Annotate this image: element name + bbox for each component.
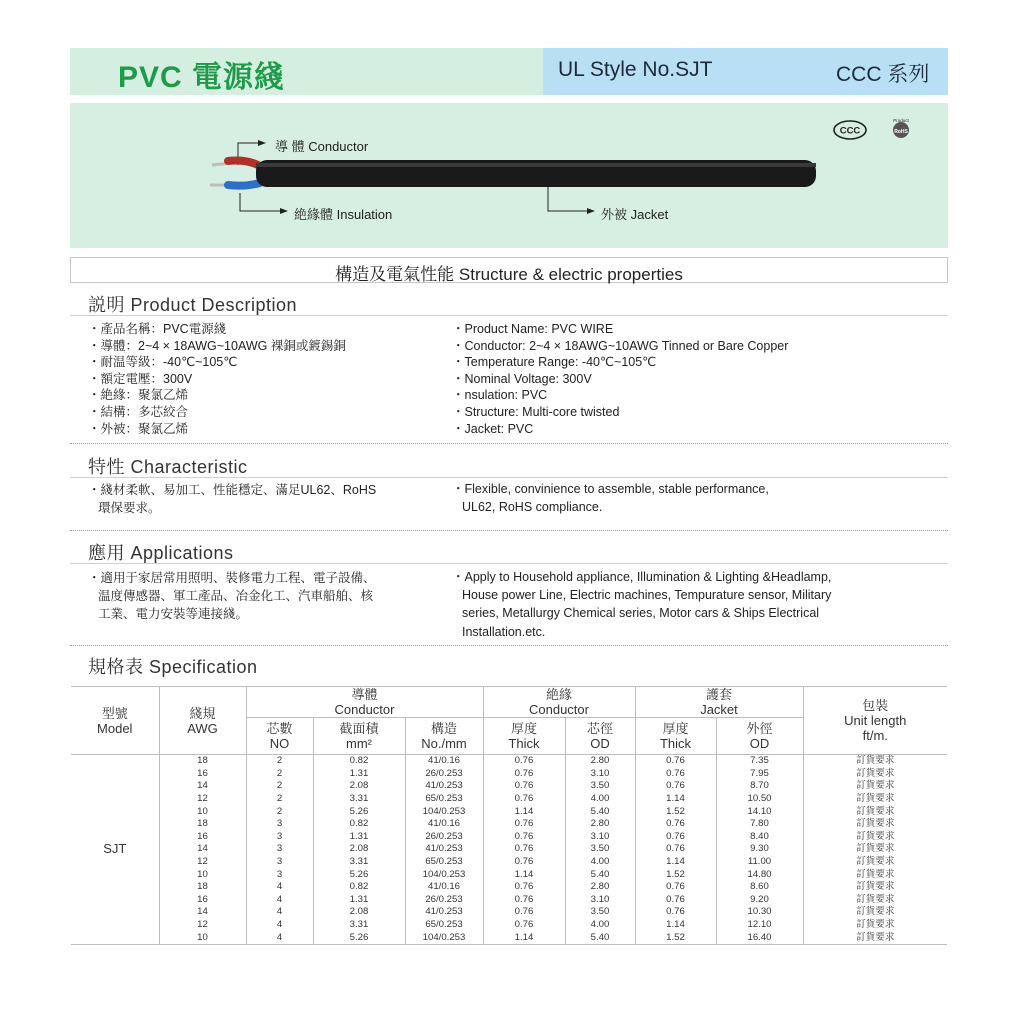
table-row <box>71 755 947 768</box>
description-en-item: ・Nominal Voltage: 300V <box>452 371 592 386</box>
table-row <box>71 843 947 856</box>
table-row <box>71 919 947 932</box>
table-cell: 3.50 <box>565 780 635 793</box>
table-cell: 訂貨要求 <box>803 894 947 907</box>
conductor-header-cn: 導體 <box>351 687 378 702</box>
conductor-group-header <box>246 687 483 718</box>
table-cell: 0.76 <box>483 906 565 919</box>
insulation-header-en: Conductor <box>529 702 589 717</box>
table-cell: 5.26 <box>313 868 405 881</box>
table-cell: 3 <box>246 818 313 831</box>
description-cn-item: ・導體：2~4 × 18AWG~10AWG 裸銅或鍍錫銅 <box>88 338 346 353</box>
table-cell: 3.31 <box>313 919 405 932</box>
table-cell: 訂貨要求 <box>803 793 947 806</box>
applications-cn-line: 温度傳感器、軍工產品、冶金化工、汽車船舶、核 <box>98 589 374 604</box>
characteristic-cn-line: ・綫材柔軟、易加工、性能穩定、滿足UL62、RoHS <box>88 483 377 497</box>
table-cell: 104/0.253 <box>405 805 483 818</box>
table-cell: 65/0.253 <box>405 856 483 869</box>
table-cell: 1.52 <box>635 931 716 944</box>
table-row <box>71 793 947 806</box>
table-cell: 0.76 <box>635 755 716 768</box>
table-cell: 0.76 <box>483 793 565 806</box>
table-cell: 2 <box>246 755 313 768</box>
table-cell: 14.10 <box>716 805 803 818</box>
table-cell: 2.80 <box>565 881 635 894</box>
table-cell: 0.76 <box>635 818 716 831</box>
ccc-certification-icon <box>833 120 867 140</box>
applications-rule <box>70 563 948 564</box>
ins-thick-header-en: Thick <box>508 736 540 751</box>
table-cell: 10 <box>159 931 246 944</box>
cable-highlight <box>256 163 816 167</box>
cores-header <box>246 718 313 755</box>
characteristic-en-line: ・Flexible, convinience to assemble, stable performance, <box>452 482 769 496</box>
description-en-item: ・Jacket: PVC <box>452 421 534 436</box>
table-cell: 16.40 <box>716 931 803 944</box>
structure-header-cn: 構造 <box>430 721 457 736</box>
cores-header-cn: 芯數 <box>266 721 293 736</box>
table-cell: 3 <box>246 868 313 881</box>
specification-heading: 規格表 Specification <box>88 657 258 677</box>
table-cell: 9.30 <box>716 843 803 856</box>
description-en-item: ・Structure: Multi-core twisted <box>452 404 620 419</box>
table-cell: 3 <box>246 843 313 856</box>
description-en-list <box>452 321 788 437</box>
table-cell: 104/0.253 <box>405 868 483 881</box>
cable-illustration <box>70 103 948 248</box>
table-cell: 1.14 <box>635 856 716 869</box>
table-cell: 4 <box>246 919 313 932</box>
table-cell: 訂貨要求 <box>803 868 947 881</box>
table-cell: 8.60 <box>716 881 803 894</box>
table-cell: 1.14 <box>635 919 716 932</box>
table-row <box>71 868 947 881</box>
table-cell: 0.76 <box>483 755 565 768</box>
table-cell: 14 <box>159 843 246 856</box>
table-row <box>71 768 947 781</box>
table-cell: 1.14 <box>635 793 716 806</box>
table-cell: 65/0.253 <box>405 919 483 932</box>
ins-thick-header-cn: 厚度 <box>510 721 537 736</box>
table-cell: 訂貨要求 <box>803 818 947 831</box>
table-cell: 2 <box>246 805 313 818</box>
area-header-cn: 截面積 <box>339 721 379 736</box>
jacket-header-cn: 護套 <box>705 687 732 702</box>
applications-en-line: series, Metallurgy Chemical series, Motor cars & Ships Electrical <box>462 606 820 621</box>
table-cell: 26/0.253 <box>405 831 483 844</box>
svg-text:Product: Product <box>893 118 909 123</box>
table-cell: 3.10 <box>565 768 635 781</box>
table-cell: 14 <box>159 780 246 793</box>
cores-header-en: NO <box>269 736 290 751</box>
description-en-item: ・nsulation: PVC <box>452 388 548 403</box>
applications-en-line: House power Line, Electric machines, Tempurature sensor, Military <box>462 588 832 603</box>
table-cell: 14 <box>159 906 246 919</box>
insulation-group-header <box>483 687 635 718</box>
table-cell: 41/0.253 <box>405 780 483 793</box>
table-cell: 5.40 <box>565 868 635 881</box>
table-cell: 3 <box>246 831 313 844</box>
table-row <box>71 931 947 944</box>
table-cell: 0.76 <box>635 768 716 781</box>
series-label: CCC 系列 <box>836 63 930 86</box>
packing-header-en2: ft/m. <box>862 728 888 743</box>
packing-header-en1: Unit length <box>844 713 907 728</box>
section-divider <box>70 645 948 646</box>
table-cell: 41/0.253 <box>405 906 483 919</box>
table-cell: 10.50 <box>716 793 803 806</box>
table-cell: 5.26 <box>313 931 405 944</box>
table-cell: 1.52 <box>635 805 716 818</box>
jk-od-header-en: OD <box>749 736 770 751</box>
structure-title-bar <box>70 257 948 283</box>
table-cell: 訂貨要求 <box>803 856 947 869</box>
table-cell: 4.00 <box>565 793 635 806</box>
table-cell: 7.80 <box>716 818 803 831</box>
table-cell: 2 <box>246 768 313 781</box>
description-cn-list <box>88 321 346 437</box>
applications-cn-line: ・適用于家居常用照明、裝修電力工程、電子設備、 <box>88 571 376 585</box>
table-cell: 3.31 <box>313 856 405 869</box>
applications-cn <box>88 569 376 624</box>
applications-en <box>452 568 831 641</box>
table-cell: 16 <box>159 768 246 781</box>
ul-style-label: UL Style No.SJT <box>558 58 713 81</box>
svg-text:RoHS: RoHS <box>894 129 908 135</box>
insulation-arrow <box>280 208 288 214</box>
jk-od-header <box>716 718 803 755</box>
table-cell: 3 <box>246 856 313 869</box>
insulation-label: 絶緣體 Insulation <box>294 207 393 222</box>
structure-title: 構造及電氣性能 Structure & electric properties <box>335 265 683 284</box>
table-cell: 1.52 <box>635 868 716 881</box>
table-cell: 2.80 <box>565 818 635 831</box>
table-cell: 12 <box>159 793 246 806</box>
table-row <box>71 831 947 844</box>
table-cell: 7.95 <box>716 768 803 781</box>
specification-table-body <box>71 755 947 945</box>
jk-thick-header-en: Thick <box>659 736 692 751</box>
red-insulated-wire <box>228 161 258 166</box>
table-cell: 18 <box>159 755 246 768</box>
applications-heading: 應用 Applications <box>88 543 234 563</box>
conductor-label: 導 體 Conductor <box>275 139 369 154</box>
characteristic-cn <box>88 481 376 517</box>
table-cell: 4 <box>246 881 313 894</box>
table-cell: 4 <box>246 931 313 944</box>
characteristic-rule <box>70 477 948 478</box>
table-cell: 0.82 <box>313 881 405 894</box>
table-cell: 3.50 <box>565 906 635 919</box>
table-cell: 2.08 <box>313 843 405 856</box>
model-header <box>71 687 159 755</box>
table-cell: 2 <box>246 793 313 806</box>
characteristic-heading: 特性 Characteristic <box>88 457 248 477</box>
table-cell: 2 <box>246 780 313 793</box>
table-cell: 0.76 <box>635 894 716 907</box>
table-row <box>71 818 947 831</box>
table-cell: 0.76 <box>483 881 565 894</box>
table-cell: 104/0.253 <box>405 931 483 944</box>
table-cell: 1.31 <box>313 831 405 844</box>
table-cell: 0.76 <box>635 906 716 919</box>
blue-insulated-wire <box>228 183 260 186</box>
table-cell: 2.08 <box>313 906 405 919</box>
table-row <box>71 780 947 793</box>
ins-od-header-cn: 芯徑 <box>586 721 613 736</box>
table-cell: 41/0.16 <box>405 881 483 894</box>
table-cell: 65/0.253 <box>405 793 483 806</box>
table-cell: 1.14 <box>483 805 565 818</box>
table-cell: 1.31 <box>313 768 405 781</box>
structure-header <box>405 718 483 755</box>
table-row <box>71 906 947 919</box>
table-cell: 0.82 <box>313 755 405 768</box>
characteristic-en <box>452 480 769 516</box>
table-cell: 1.31 <box>313 894 405 907</box>
table-cell: 0.76 <box>635 780 716 793</box>
jk-thick-header <box>635 718 716 755</box>
table-cell: 4.00 <box>565 919 635 932</box>
table-cell: 0.76 <box>483 780 565 793</box>
packing-header <box>803 687 947 755</box>
specification-table <box>71 686 947 945</box>
jacket-arrow <box>587 208 595 214</box>
jacket-leader-line <box>548 187 587 211</box>
table-cell: 2.08 <box>313 780 405 793</box>
table-cell: 10.30 <box>716 906 803 919</box>
table-cell: 0.76 <box>483 843 565 856</box>
table-cell: 0.76 <box>483 919 565 932</box>
table-cell: 26/0.253 <box>405 768 483 781</box>
table-cell: 8.70 <box>716 780 803 793</box>
table-cell: 0.76 <box>483 856 565 869</box>
table-cell: 12 <box>159 856 246 869</box>
table-cell: 14.80 <box>716 868 803 881</box>
model-header-cn: 型號 <box>101 705 128 721</box>
packing-header-cn: 包裝 <box>862 698 889 713</box>
description-cn-item: ・外被：聚氯乙烯 <box>88 421 189 436</box>
section-divider <box>70 443 948 444</box>
description-cn-item: ・產品名稱：PVC電源綫 <box>88 322 227 336</box>
conductor-header-en: Conductor <box>334 702 395 717</box>
description-heading: 説明 Product Description <box>88 295 298 315</box>
description-cn-item: ・結構：多芯絞合 <box>88 404 189 419</box>
table-cell: 12.10 <box>716 919 803 932</box>
table-cell: 訂貨要求 <box>803 755 947 768</box>
table-cell: 3.10 <box>565 831 635 844</box>
table-cell: 0.76 <box>483 818 565 831</box>
table-cell: 0.82 <box>313 818 405 831</box>
table-cell: 訂貨要求 <box>803 843 947 856</box>
jk-thick-header-cn: 厚度 <box>662 721 689 736</box>
table-cell: 3.50 <box>565 843 635 856</box>
area-header <box>313 718 405 755</box>
table-row <box>71 894 947 907</box>
table-cell: 10 <box>159 805 246 818</box>
table-cell: 訂貨要求 <box>803 906 947 919</box>
section-divider <box>70 530 948 531</box>
table-cell: 0.76 <box>635 843 716 856</box>
svg-text:CCC: CCC <box>839 125 861 137</box>
table-cell: 訂貨要求 <box>803 768 947 781</box>
table-cell: 4.00 <box>565 856 635 869</box>
table-row <box>71 805 947 818</box>
table-cell: 5.26 <box>313 805 405 818</box>
table-cell: 18 <box>159 818 246 831</box>
jacket-header-en: Jacket <box>700 702 738 717</box>
table-cell: 41/0.16 <box>405 755 483 768</box>
table-cell: 訂貨要求 <box>803 931 947 944</box>
table-cell: 0.76 <box>635 881 716 894</box>
description-cn-item: ・額定電壓：300V <box>88 371 193 386</box>
table-cell: 1.14 <box>483 868 565 881</box>
table-cell: 0.76 <box>483 831 565 844</box>
table-cell: 4 <box>246 906 313 919</box>
table-cell: 3.10 <box>565 894 635 907</box>
structure-header-en: No./mm <box>421 736 467 751</box>
table-cell: 訂貨要求 <box>803 805 947 818</box>
table-cell: 0.76 <box>635 831 716 844</box>
table-cell: 1.14 <box>483 931 565 944</box>
ins-od-header-en: OD <box>590 736 610 751</box>
table-row <box>71 856 947 869</box>
description-rule <box>70 315 948 316</box>
description-cn-item: ・絶緣：聚氯乙烯 <box>88 388 189 403</box>
applications-en-line: Installation.etc. <box>462 624 546 639</box>
table-cell: 5.40 <box>565 931 635 944</box>
applications-en-line: ・Apply to Household appliance, Illumination & Lighting &Headlamp, <box>452 570 832 584</box>
table-cell: 訂貨要求 <box>803 919 947 932</box>
table-cell: 41/0.253 <box>405 843 483 856</box>
ins-od-header <box>565 718 635 755</box>
table-cell: 訂貨要求 <box>803 881 947 894</box>
table-cell: 3.31 <box>313 793 405 806</box>
area-header-en: mm² <box>346 736 372 751</box>
page-title: PVC 電源綫 <box>118 61 286 94</box>
table-cell: 16 <box>159 894 246 907</box>
insulation-leader-line <box>240 193 280 211</box>
table-cell: 41/0.16 <box>405 818 483 831</box>
table-cell: 訂貨要求 <box>803 780 947 793</box>
table-cell: 訂貨要求 <box>803 831 947 844</box>
table-row <box>71 881 947 894</box>
awg-header <box>159 687 246 755</box>
table-cell: 9.20 <box>716 894 803 907</box>
applications-cn-line: 工業、電力安裝等連接綫。 <box>98 607 249 622</box>
jk-od-header-cn: 外徑 <box>746 721 773 736</box>
jacket-group-header <box>635 687 803 718</box>
rohs-certification-icon <box>889 116 913 140</box>
description-en-item: ・Temperature Range: -40℃~105℃ <box>452 355 657 370</box>
conductor-arrow <box>258 140 266 146</box>
characteristic-cn-line: 環保要求。 <box>98 501 161 516</box>
jacket-label: 外被 Jacket <box>601 207 669 222</box>
description-en-item: ・Conductor: 2~4 × 18AWG~10AWG Tinned or Bare Copper <box>452 338 789 353</box>
awg-header-cn: 綫規 <box>189 705 216 721</box>
table-cell: 0.76 <box>483 894 565 907</box>
table-cell: 16 <box>159 831 246 844</box>
table-cell: 11.00 <box>716 856 803 869</box>
table-cell: 18 <box>159 881 246 894</box>
table-cell: 5.40 <box>565 805 635 818</box>
model-cell: SJT <box>103 841 127 857</box>
table-cell: 7.35 <box>716 755 803 768</box>
awg-header-en: AWG <box>187 720 218 736</box>
ins-thick-header <box>483 718 565 755</box>
table-cell: 10 <box>159 868 246 881</box>
table-cell: 4 <box>246 894 313 907</box>
characteristic-en-line: UL62, RoHS compliance. <box>462 500 603 515</box>
table-cell: 2.80 <box>565 755 635 768</box>
table-cell: 8.40 <box>716 831 803 844</box>
table-cell: 0.76 <box>483 768 565 781</box>
description-cn-item: ・耐温等級：-40℃~105℃ <box>88 355 238 370</box>
model-header-en: Model <box>97 720 133 736</box>
insulation-header-cn: 絶緣 <box>545 687 572 702</box>
table-cell: 26/0.253 <box>405 894 483 907</box>
table-cell: 12 <box>159 919 246 932</box>
description-en-item: ・Product Name: PVC WIRE <box>452 322 614 336</box>
